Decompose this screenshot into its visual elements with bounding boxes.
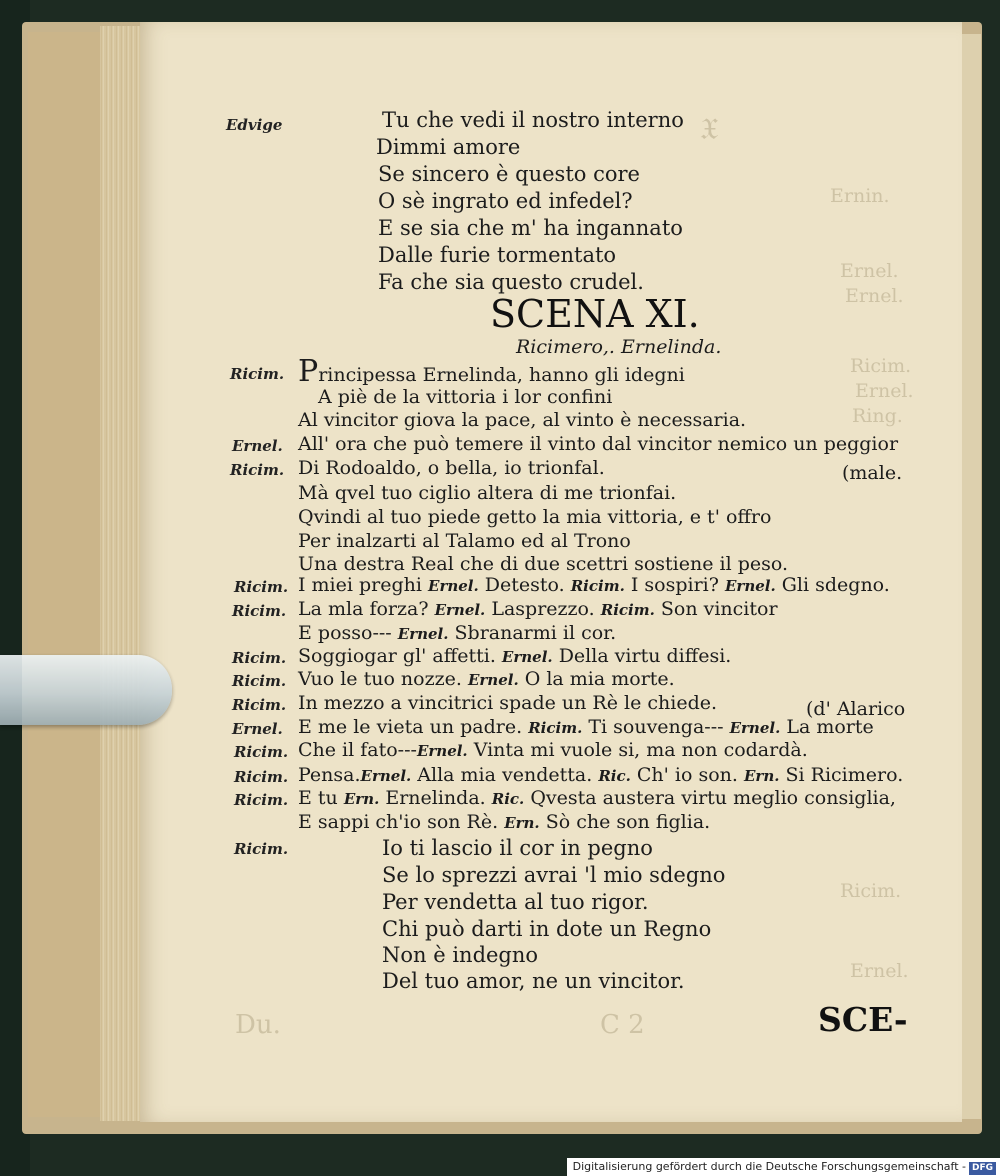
dialogue-line: Una destra Real che di due scettri sostiene il peso. (298, 553, 788, 575)
aria-line: Chi può darti in dote un Regno (382, 917, 712, 941)
aria-line: E se sia che m' ha ingannato (378, 216, 683, 240)
aria-line: Non è indegno (382, 943, 539, 967)
speaker-label: Edvige (226, 116, 283, 134)
speaker-label: Ricim. (234, 840, 289, 858)
speaker-label: Ricim. (234, 791, 289, 809)
dialogue-line: A piè de la vittoria i lor confini (318, 386, 613, 408)
dialogue-line: All' ora che può temere il vinto dal vincitor nemico un peggior (298, 433, 899, 455)
speaker-label: Ricim. (232, 672, 287, 690)
drop-cap: P (298, 354, 319, 389)
dialogue-line: E posso--- Ernel. Sbranarmi il cor. (298, 622, 617, 644)
scene-title: SCENA XI. (490, 292, 700, 336)
dialogue-line: E me le vieta un padre. Ricim. Ti souvenga--- Ernel. La morte (298, 716, 874, 738)
dialogue-line: E tu Ern. Ernelinda. Ric. Qvesta austera virtu meglio consiglia, (298, 787, 896, 809)
speaker-label: Ernel. (232, 720, 283, 738)
speaker-label: Ricim. (234, 743, 289, 761)
digitization-footer (567, 1158, 1000, 1176)
speaker-label: Ricim. (234, 578, 289, 596)
dialogue-line: E sappi ch'io son Rè. Ern. Sò che son figlia. (298, 811, 711, 833)
speaker-label: Ricim. (232, 649, 287, 667)
aria-line: Per vendetta al tuo rigor. (382, 890, 649, 914)
dialogue-line: Mà qvel tuo ciglio altera di me trionfai. (298, 482, 677, 504)
aria-line: Tu che vedi il nostro interno (382, 108, 684, 132)
dfg-logo: DFG (969, 1162, 996, 1175)
speaker-label: Ricim. (232, 602, 287, 620)
dialogue-line: In mezzo a vincitrici spade un Rè le chiede. (298, 692, 718, 714)
overflow-word: (d' Alarico (806, 698, 906, 720)
dialogue-line: Qvindi al tuo piede getto la mia vittoria, e t' offro (298, 506, 772, 528)
dialogue-line: Pensa.Ernel. Alla mia vendetta. Ric. Ch' io son. Ern. Si Ricimero. (298, 764, 904, 786)
footer-text: Digitalisierung gefördert durch die Deutsche Forschungsgemeinschaft - (572, 1160, 966, 1173)
dialogue-line: Per inalzarti al Talamo ed al Trono (298, 530, 631, 552)
speaker-label: Ricim. (232, 696, 287, 714)
dialogue-line: Al vincitor giova la pace, al vinto è necessaria. (298, 409, 747, 431)
catchword: SCE- (818, 1000, 908, 1039)
dialogue-line: Principessa Ernelinda, hanno gli idegni (298, 354, 685, 389)
aria-line: Dalle furie tormentato (378, 243, 617, 267)
dialogue-line: Soggiogar gl' affetti. Ernel. Della virtu diffesi. (298, 645, 732, 667)
speaker-label: Ernel. (232, 437, 283, 455)
aria-line: Se lo sprezzi avrai 'l mio sdegno (382, 863, 726, 887)
dialogue-line: Di Rodoaldo, o bella, io trionfal. (298, 457, 605, 479)
aria-line: Fa che sia questo crudel. (378, 270, 644, 294)
aria-line: Del tuo amor, ne un vincitor. (382, 969, 685, 993)
page-clip (0, 655, 172, 725)
aria-line: Se sincero è questo core (378, 162, 640, 186)
aria-line: O sè ingrato ed infedel? (378, 189, 633, 213)
dialogue-line: La mla forza? Ernel. Lasprezzo. Ricim. Son vincitor (298, 598, 778, 620)
speaker-label: Ricim. (230, 365, 285, 383)
scene-characters: Ricimero,. Ernelinda. (516, 336, 722, 358)
dialogue-line: Che il fato---Ernel. Vinta mi vuole si, ma non codardà. (298, 739, 808, 761)
dialogue-line: I miei preghi Ernel. Detesto. Ricim. I sospiri? Ernel. Gli sdegno. (298, 574, 890, 596)
overflow-word: (male. (842, 462, 903, 484)
speaker-label: Ricim. (234, 768, 289, 786)
dialogue-line: Vuo le tuo nozze. Ernel. O la mia morte. (298, 668, 675, 690)
aria-line: Dimmi amore (376, 135, 521, 159)
speaker-label: Ricim. (230, 461, 285, 479)
aria-line: Io ti lascio il cor in pegno (382, 836, 653, 860)
